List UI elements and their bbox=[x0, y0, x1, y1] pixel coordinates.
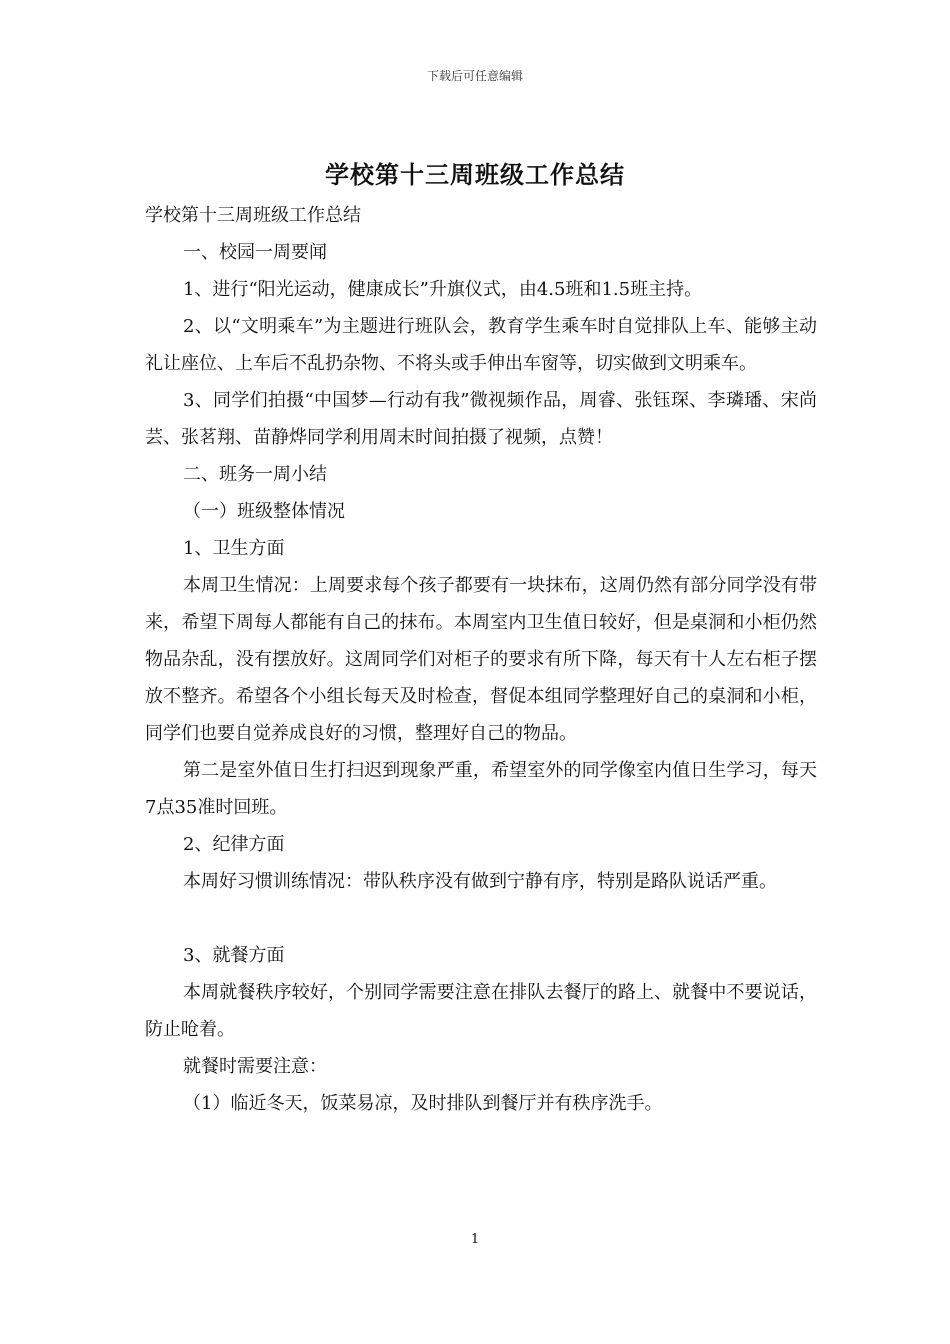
news-item-3: 3、同学们拍摄“中国梦—行动有我”微视频作品，周睿、张钰琛、李璘璠、宋尚芸、张茗翔、苗静烨同学利用周末时间拍摄了视频，点赞！ bbox=[145, 390, 817, 448]
news-item-2: 2、以“文明乘车”为主题进行班队会，教育学生乘车时自觉排队上车、能够主动礼让座位、上车后不乱扔杂物、不将头或手伸出车窗等，切实做到文明乘车。 bbox=[145, 316, 817, 374]
dining-paragraph: 本周就餐秩序较好，个别同学需要注意在排队去餐厅的路上、就餐中不要说话，防止呛着。 bbox=[145, 982, 817, 1040]
page-header-note: 下载后可任意编辑 bbox=[426, 69, 523, 83]
section-heading-campus-news: 一、校园一周要闻 bbox=[183, 242, 327, 263]
item-heading-dining: 3、就餐方面 bbox=[183, 945, 285, 966]
document-title: 学校第十三周班级工作总结 bbox=[325, 160, 625, 189]
section-heading-class-summary: 二、班务一周小结 bbox=[183, 464, 327, 485]
discipline-paragraph: 本周好习惯训练情况：带队秩序没有做到宁静有序，特别是路队说话严重。 bbox=[183, 871, 777, 892]
item-heading-hygiene: 1、卫生方面 bbox=[183, 538, 285, 559]
blank-line bbox=[145, 900, 817, 937]
item-heading-discipline: 2、纪律方面 bbox=[183, 834, 285, 855]
subsection-heading-overall: （一）班级整体情况 bbox=[183, 501, 345, 522]
dining-note-1: （1）临近冬天，饭菜易凉，及时排队到餐厅并有秩序洗手。 bbox=[183, 1093, 663, 1114]
hygiene-paragraph: 本周卫生情况：上周要求每个孩子都要有一块抹布，这周仍然有部分同学没有带来，希望下周每人都能有自己的抹布。本周室内卫生值日较好，但是桌洞和小柜仍然物品杂乱，没有摆放好。这周同学们对柜子的要求有所下降，每天有十人左右柜子摆放不整齐。希望各个小组长每天及时检查，督促本组同学整理好自己的桌洞和小柜，同学们也要自觉养成良好的习惯，整理好自己的物品。 bbox=[145, 575, 817, 744]
duty-paragraph: 第二是室外值日生打扫迟到现象严重，希望室外的同学像室内值日生学习，每天7点35准时回班。 bbox=[145, 760, 817, 818]
document-body bbox=[145, 197, 817, 1122]
dining-notes-heading: 就餐时需要注意： bbox=[183, 1056, 327, 1077]
news-item-1: 1、进行“阳光运动，健康成长”升旗仪式，由4.5班和1.5班主持。 bbox=[183, 279, 703, 300]
subtitle-paragraph: 学校第十三周班级工作总结 bbox=[145, 205, 361, 226]
page-number: 1 bbox=[470, 1232, 480, 1247]
